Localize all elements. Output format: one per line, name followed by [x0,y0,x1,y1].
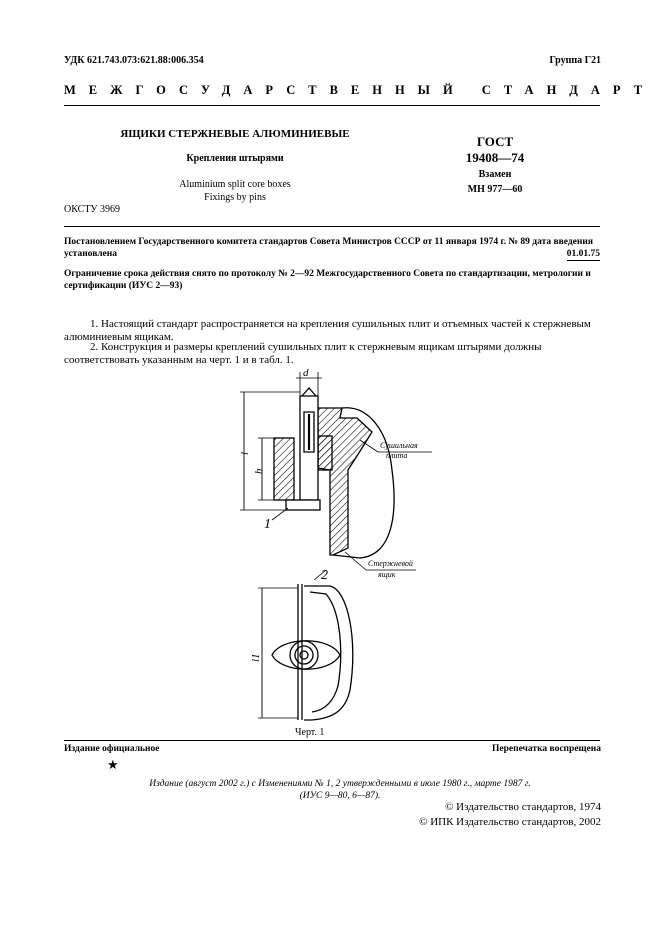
callout-2: 2 [321,568,328,583]
document-subtitle: Крепления штырями [186,153,284,164]
english-title-line2: Fixings by pins [204,192,266,203]
replace-number: МН 977—60 [467,184,523,195]
bushing-outline [272,641,340,670]
english-title [110,178,360,204]
label-h: h [253,468,265,474]
paragraph-1: 1. Настоящий стандарт распространяется на крепления сушильных плит и отъемных частей к стержневым алюминиевым ящикам. [64,318,591,343]
pin-head [286,500,320,510]
gost-label: ГОСТ [476,134,514,149]
copyright-1974: © Издательство стандартов, 1974 [445,801,601,813]
box-label-1: Стержневой [368,559,413,568]
edition-line2: (ИУС 9—80, 6—87). [299,791,381,801]
standard-banner: МЕЖГОСУДАРСТВЕННЫЙ СТАНДАРТ [64,83,656,97]
top-rule [64,105,600,106]
decree-text [64,236,600,260]
official-edition: Издание официальное [64,744,160,754]
label-l: l [239,451,251,455]
inner-outline [310,592,341,712]
plate-label-1: Сушильная [380,441,418,450]
gost-number: 19408—74 [465,150,525,165]
reprint-prohibited: Перепечатка воспрещена [491,744,601,754]
english-title-line1: Aluminium split core boxes [179,179,291,190]
udk-code: УДК 621.743.073:621.88:006.354 [64,55,204,66]
top-view [240,372,432,570]
copyright-2002: © ИПК Издательство стандартов, 2002 [419,816,601,828]
okstu-code: ОКСТУ 3969 [64,204,121,215]
bushing-section-right [318,436,332,470]
bushing-section [274,438,294,500]
effective-date: 01.01.75 [566,249,600,259]
footer-rule [64,740,600,741]
mid-rule [64,226,600,227]
edition-note [100,778,580,802]
bushing-ring [290,641,318,669]
group-code: Группа Г21 [549,55,601,66]
replace-label: Взамен [478,169,512,180]
label-d: d [303,368,309,379]
document-title: ЯЩИКИ СТЕРЖНЕВЫЕ АЛЮМИНИЕВЫЕ [120,128,350,140]
side-view [258,570,353,720]
plate-label-2: плита [386,451,408,460]
box-label-2: ящик [378,570,396,579]
decree-body: Постановлением Государственного комитета стандартов Совета Министров СССР от 11 января 1974 г. № 89 дата введения установлена [64,237,593,259]
limitation-text: Ограничение срока действия снято по протоколу № 2—92 Межгосударственного Совета по стандартизации, метрологии и сертификации (ИУС 2—93) [64,269,591,291]
label-l1: l1 [250,653,262,662]
edition-line1: Издание (август 2002 г.) с Изменениями № 1, 2 утвержденными в июле 1980 г., марте 1987 г. [149,779,531,789]
figure-caption: Черт. 1 [295,727,325,738]
callout-1: 1 [264,517,271,532]
core-box-section [318,408,372,555]
star-icon: ★ [107,757,119,772]
pin-center [300,651,308,659]
core-box-outline [304,586,353,720]
pin-fixing-drawing [220,368,440,728]
paragraph-2: 2. Конструкция и размеры креплений сушильных плит к стержневым ящикам штырями должны соответствовать указанным на черт. 1 и в табл. 1. [64,341,542,366]
